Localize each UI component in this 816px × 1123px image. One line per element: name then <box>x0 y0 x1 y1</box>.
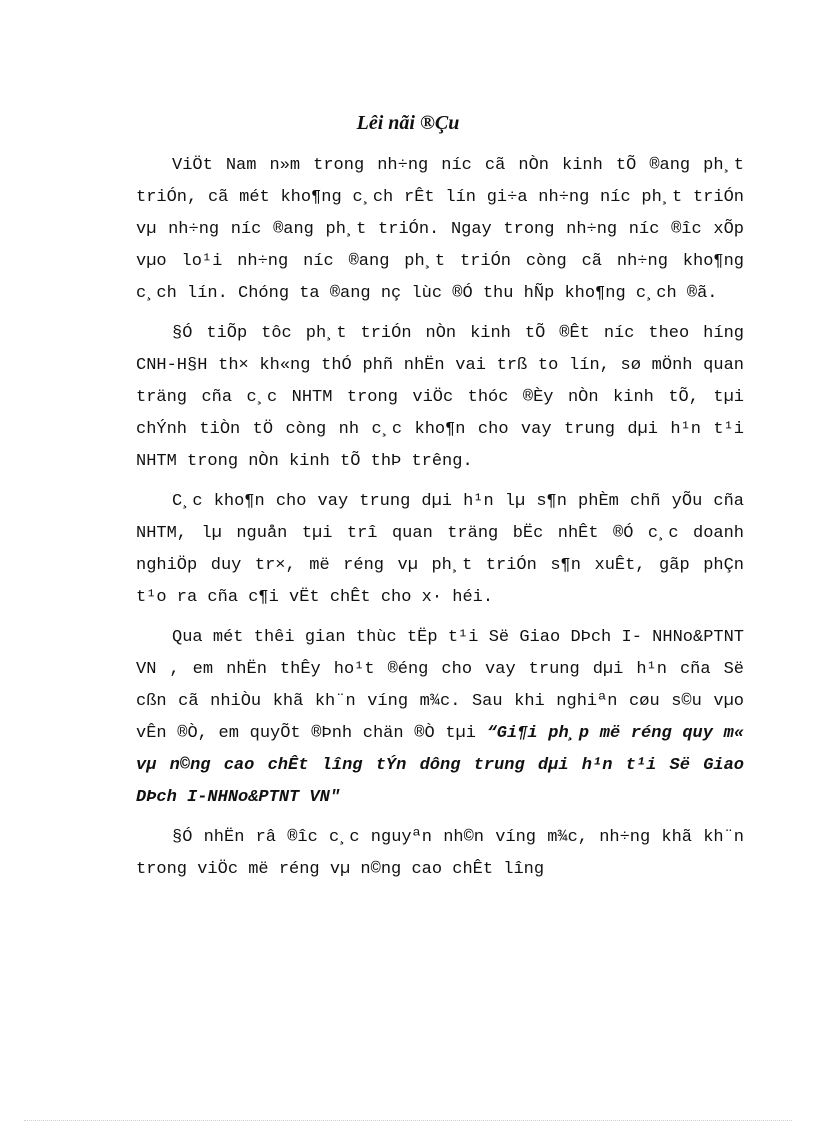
paragraph-1: ViÖt Nam n»m trong nh÷ng níc cã nÒn kinh tÕ ®ang ph¸t triÓn, cã mét kho¶ng c¸ch rÊt lín gi÷a nh÷ng níc ph¸t triÓn vµ nh÷ng níc ®ang ph¸t triÓn. Ngay trong nh÷ng níc ®îc xÕp vµo lo¹i nh÷ng níc ®ang ph¸t triÓn còng cã nh÷ng kho¶ng c¸ch lín. Chóng ta ®ang nç lùc ®Ó thu hÑp kho¶ng c¸ch ®ã. <box>136 156 744 303</box>
page-bottom-divider <box>24 1120 792 1121</box>
page-title: Lêi nãi ®Çu <box>356 112 460 134</box>
paragraph-4 <box>136 622 744 814</box>
document-body <box>136 150 744 894</box>
paragraph-5: §Ó nhËn râ ®îc c¸c nguyªn nh©n víng m¾c, nh÷ng khã kh¨n trong viÖc më réng vµ n©ng cao chÊt lîng <box>136 828 744 879</box>
thesis-topic-title: “Gi¶i ph¸p më réng quy m« vµ n©ng cao chÊt lîng tÝn dông trung dµi h¹n t¹i Së Giao DÞch I-NHNo&PTNT VN" <box>136 724 744 807</box>
paragraph-3: C¸c kho¶n cho vay trung dµi h¹n lµ s¶n phÈm chñ yÕu cña NHTM, lµ nguån tµi trî quan träng bËc nhÊt ®Ó c¸c doanh nghiÖp duy tr×, më réng vµ ph¸t triÓn s¶n xuÊt, gãp phÇn t¹o ra cña c¶i vËt chÊt cho x· héi. <box>136 492 744 607</box>
paragraph-4-lead: Qua mét thêi gian thùc tËp t¹i Së Giao DÞch I- NHNo&PTNT VN , em nhËn thÊy ho¹t ®éng cho vay trung dµi h¹n cña Së cßn cã nhiÒu khã kh¨n víng m¾c. Sau khi nghiªn cøu s©u vµo vÊn ®Ò, em quyÕt ®Þnh chän ®Ò tµi <box>136 628 744 743</box>
paragraph-2: §Ó tiÕp tôc ph¸t triÓn nÒn kinh tÕ ®Êt níc theo híng CNH-H§H th× kh«ng thÓ phñ nhËn vai trß to lín, sø mÖnh quan träng cña c¸c NHTM trong viÖc thóc ®Èy nÒn kinh tÕ, tµi chÝnh tiÒn tÖ còng nh c¸c kho¶n cho vay trung dµi h¹n t¹i NHTM trong nÒn kinh tÕ thÞ trêng. <box>136 324 744 471</box>
